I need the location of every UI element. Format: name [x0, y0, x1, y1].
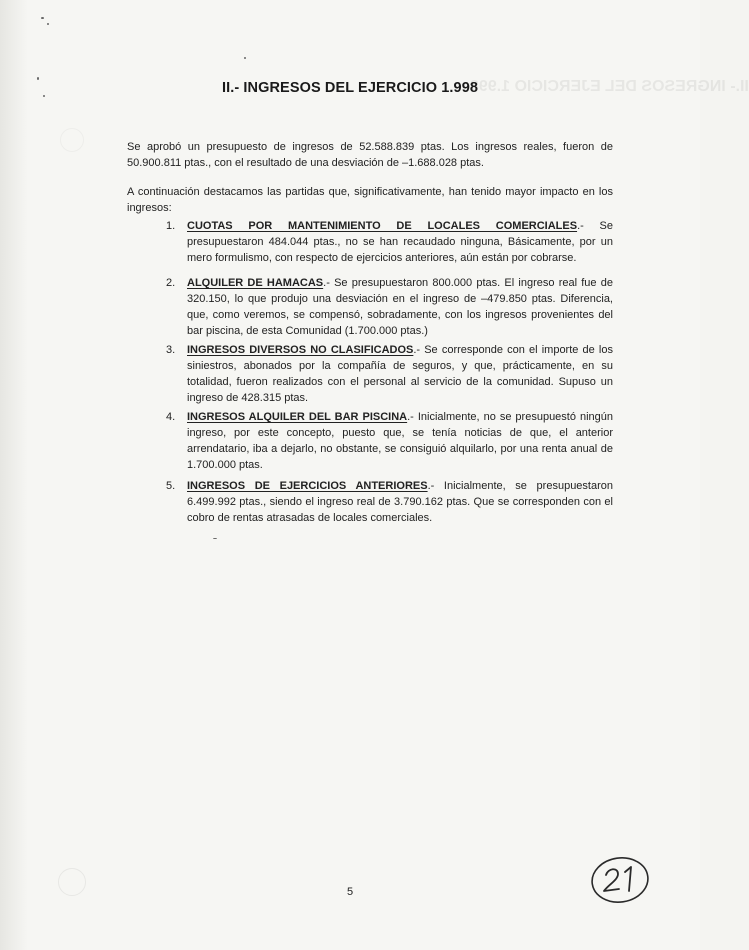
handwritten-folio-mark [588, 853, 652, 907]
page-number: 5 [346, 886, 354, 898]
scan-speck [47, 23, 49, 25]
page-title: II.- INGRESOS DEL EJERCICIO 1.998 [221, 80, 479, 96]
list-item-keyword: CUOTAS POR MANTENIMIENTO DE LOCALES COMERCIALES [187, 220, 578, 232]
list-item-number: 2. [166, 277, 176, 289]
scan-speck [244, 57, 246, 59]
list-item-keyword: INGRESOS DE EJERCICIOS ANTERIORES [187, 480, 428, 492]
list-item-number: 4. [166, 411, 176, 423]
list-item-body [187, 478, 613, 526]
list-item-text: .- Inicialmente, no se presupuestó ningún ingreso, por este concepto, puesto que, se tenía noticias de que, el anterior arrendatario, iba a dejarlo, no obstante, se consiguió alquilarlo, por una renta anual de 1.700.000 ptas. [187, 411, 614, 471]
list-item-text: .- Inicialmente, se presupuestaron 6.499.992 ptas., siendo el ingreso real de 3.790.162 ptas. Que se corresponden con el cobro de rentas atrasadas de locales comerciales. [187, 480, 613, 524]
list-item-number: 3. [166, 344, 176, 356]
list-item-body [187, 409, 613, 473]
list-item-text: .- Se corresponde con el importe de los siniestros, abonados por la compañía de seguros, y que, prácticamente, en su totalidad, fueron realizados con el personal al servicio de la comunidad. Supuso un ingreso de 428.315 ptas. [187, 344, 613, 404]
list-item [166, 218, 613, 266]
list-item [166, 478, 613, 526]
list-item-number: 5. [166, 480, 176, 492]
list-item-keyword: INGRESOS ALQUILER DEL BAR PISCINA [187, 411, 408, 423]
list-item-text: .- Se presupuestaron 800.000 ptas. El ingreso real fue de 320.150, lo que produjo una desviación en el ingreso de –479.850 ptas. Diferencia, que, como veremos, se compensó, sobradamente, con los ingresos provenientes del bar piscina, de esta Comunidad (1.700.000 ptas.) [187, 277, 613, 337]
list-item-text: .- Se presupuestaron 484.044 ptas., no se han recaudado ninguna, Básicamente, por un mero formulismo, con respecto de ejercicios anteriores, aún están por cobrarse. [187, 220, 613, 264]
paragraph-budget-summary: Se aprobó un presupuesto de ingresos de 52.588.839 ptas. Los ingresos reales, fueron de 50.900.811 ptas., con el resultado de una desviación de –1.688.028 ptas. [127, 141, 613, 169]
list-item-keyword: ALQUILER DE HAMACAS [187, 277, 324, 289]
list-item [166, 409, 613, 473]
scan-speck [41, 17, 44, 19]
list-item-body [187, 342, 613, 406]
list-item-number: 1. [166, 220, 176, 232]
bleed-through-text: II.- INGRESOS DEL EJERCICIO 1.998 [470, 78, 749, 95]
list-item-body [187, 275, 613, 339]
scan-edge-shadow [0, 0, 28, 950]
list-item-body [187, 218, 613, 266]
scan-speck [213, 538, 217, 539]
list-item [166, 342, 613, 406]
punch-hole-mark [60, 128, 84, 152]
list-item [166, 275, 613, 339]
list-item-keyword: INGRESOS DIVERSOS NO CLASIFICADOS [187, 344, 414, 356]
paragraph-intro: A continuación destacamos las partidas que, significativamente, han tenido mayor impacto en los ingresos: [127, 186, 613, 214]
